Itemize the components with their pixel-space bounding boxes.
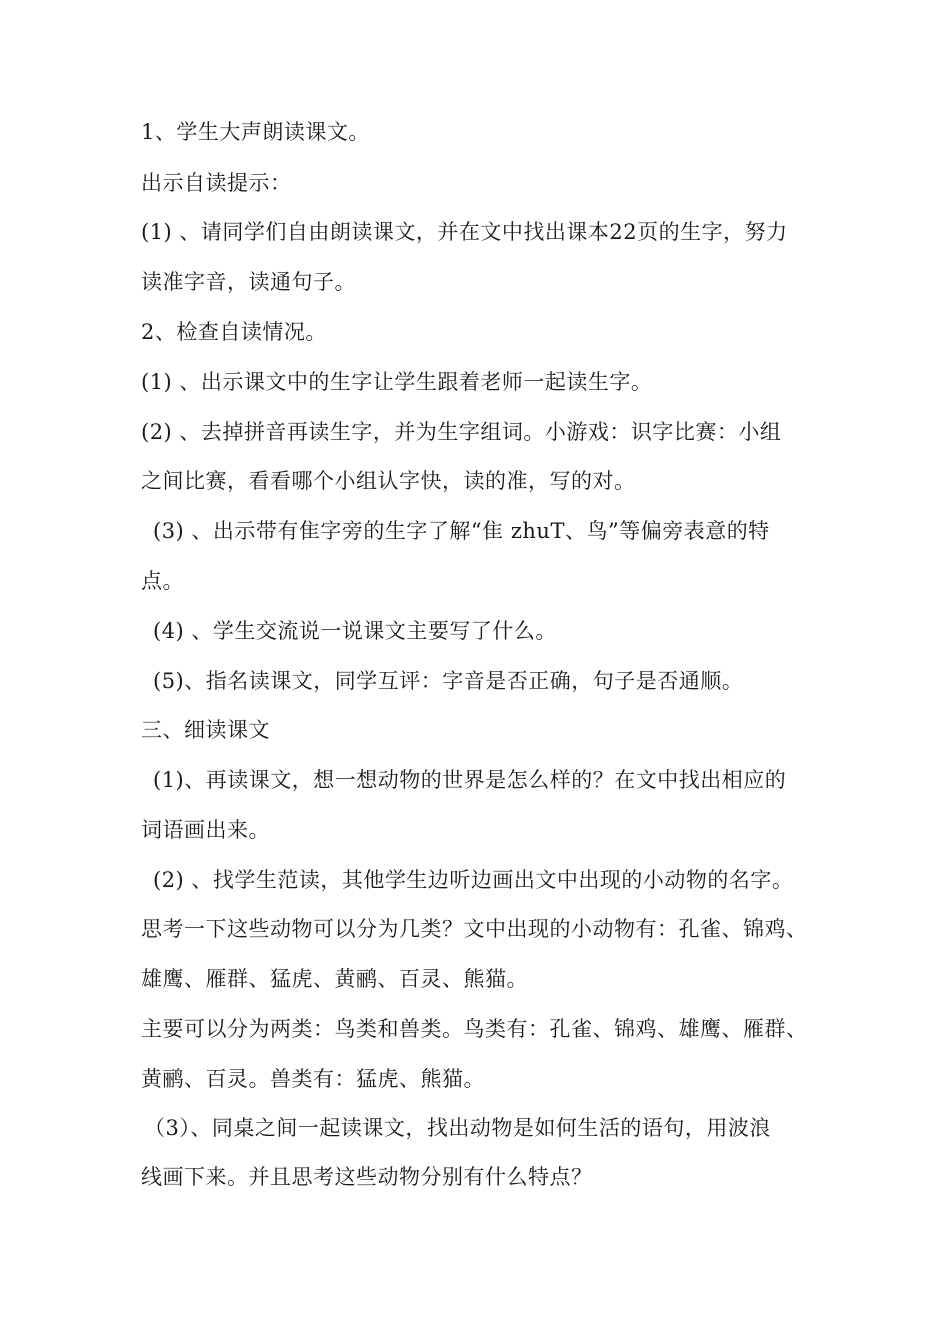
text-line-14: (1)、再读课文，想一想动物的世界是怎么样的？在文中找出相应的	[153, 768, 787, 792]
text-line-5: 2、检查自读情况。	[141, 320, 327, 344]
text-line-9: (3) 、出示带有隹字旁的生字了解“隹 zhuT、鸟”等偏旁表意的特	[153, 519, 770, 543]
text-line-10: 点。	[141, 569, 184, 593]
text-line-4: 读准字音，读通句子。	[141, 270, 356, 294]
text-line-1: 1、学生大声朗读课文。	[141, 120, 370, 144]
text-line-7: (2) 、去掉拼音再读生字，并为生字组词。小游戏：识字比赛：小组	[141, 420, 782, 444]
text-line-22: 线画下来。并且思考这些动物分别有什么特点？	[141, 1165, 593, 1189]
text-line-16: (2) 、找学生范读，其他学生边听边画出文中出现的小动物的名字。	[153, 868, 794, 892]
text-line-8: 之间比赛，看看哪个小组认字快，读的准，写的对。	[141, 469, 636, 493]
text-line-17: 思考一下这些动物可以分为几类？文中出现的小动物有：孔雀、锦鸡、	[141, 917, 808, 941]
text-line-11: (4) 、学生交流说一说课文主要写了什么。	[153, 619, 557, 643]
text-line-15: 词语画出来。	[141, 818, 270, 842]
text-line-2: 出示自读提示：	[141, 171, 292, 195]
text-line-21: （3）、同桌之间一起读课文，找出动物是如何生活的语句，用波浪	[144, 1116, 771, 1140]
text-line-18: 雄鹰、雁群、猛虎、黄鹂、百灵、熊猫。	[141, 967, 528, 991]
text-line-12: (5)、指名读课文，同学互评：字音是否正确，句子是否通顺。	[153, 669, 744, 693]
section-heading: 三、细读课文	[141, 718, 270, 742]
text-line-6: (1) 、出示课文中的生字让学生跟着老师一起读生字。	[141, 370, 653, 394]
text-line-3: (1) 、请同学们自由朗读课文，并在文中找出课本22页的生字，努力	[141, 220, 788, 244]
text-line-19: 主要可以分为两类：鸟类和兽类。鸟类有：孔雀、锦鸡、雄鹰、雁群、	[141, 1017, 808, 1041]
text-line-20: 黄鹂、百灵。兽类有：猛虎、熊猫。	[141, 1067, 485, 1091]
